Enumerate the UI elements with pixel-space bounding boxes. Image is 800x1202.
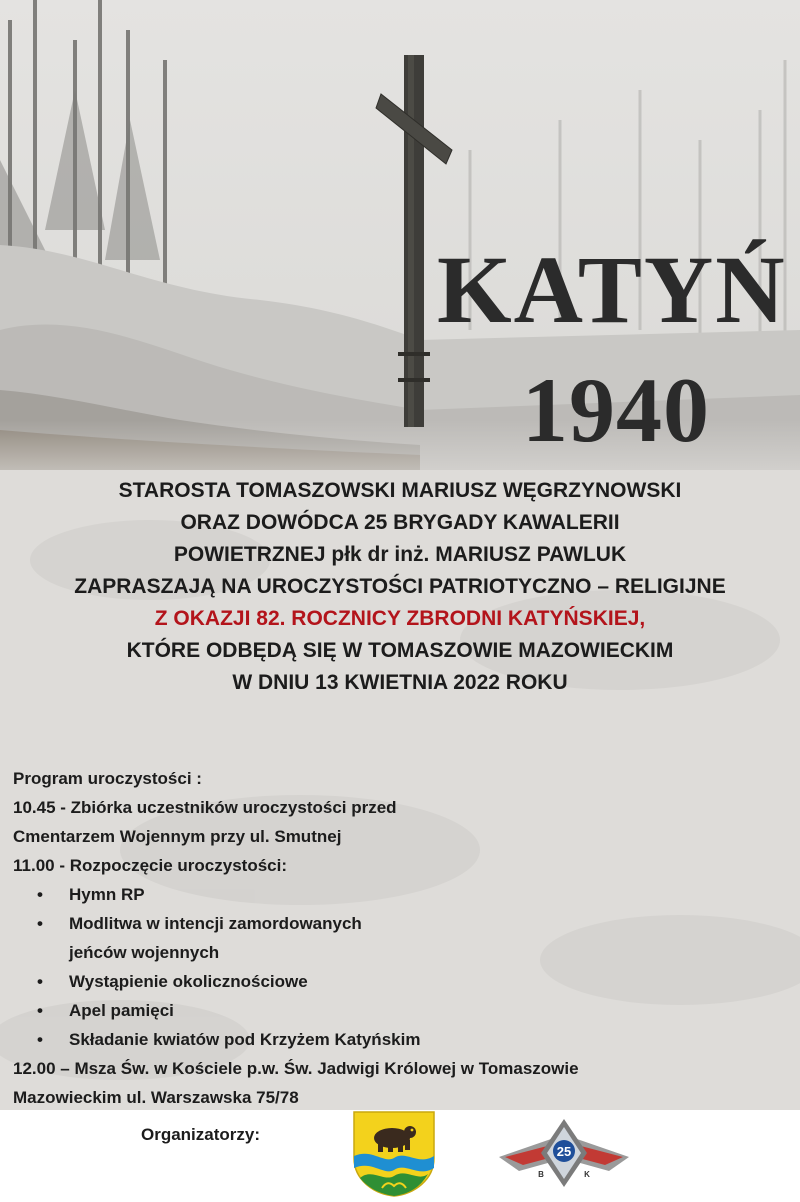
list-item: • Hymn RP [69, 880, 793, 909]
invitation-text [0, 475, 800, 699]
program-item-1200-cont: Mazowieckim ul. Warszawska 75/78 [13, 1088, 299, 1107]
invitation-line: STAROSTA TOMASZOWSKI MARIUSZ WĘGRZYNOWSKI [118, 479, 682, 502]
list-item: • Modlitwa w intencji zamordowanych jeńców wojennych [69, 909, 793, 967]
anniversary-highlight: Z OKAZJI 82. ROCZNICY ZBRODNI KATYŃSKIEJ, [154, 607, 646, 630]
invitation-line: W DNIU 13 KWIETNIA 2022 ROKU [232, 671, 568, 694]
coat-of-arms-icon [352, 1110, 436, 1198]
program-section [13, 764, 793, 1112]
list-item: • Apel pamięci [69, 996, 793, 1025]
badge-number: 25 [556, 1144, 572, 1159]
title-katyn: KATYŃ [437, 236, 787, 343]
program-item-1045: 10.45 - Zbiórka uczestników uroczystości przed [13, 798, 397, 817]
invitation-line: ZAPRASZAJĄ NA UROCZYSTOŚCI PATRIOTYCZNO – RELIGIJNE [74, 575, 726, 598]
invitation-line: KTÓRE ODBĘDĄ SIĘ W TOMASZOWIE MAZOWIECKIM [126, 639, 674, 662]
list-item: • Wystąpienie okolicznościowe [69, 967, 793, 996]
brigade-badge-icon [499, 1113, 629, 1193]
program-heading: Program uroczystości : [13, 769, 202, 788]
invitation-line: ORAZ DOWÓDCA 25 BRYGADY KAWALERII [180, 511, 620, 534]
program-item-1100: 11.00 - Rozpoczęcie uroczystości: [13, 856, 287, 875]
program-item-1045-cont: Cmentarzem Wojennym przy ul. Smutnej [13, 827, 342, 846]
title-year: 1940 [522, 359, 710, 461]
badge-letter-k: K [584, 1170, 590, 1179]
invitation-line: POWIETRZNEJ płk dr inż. MARIUSZ PAWLUK [173, 543, 627, 566]
program-item-1200: 12.00 – Msza Św. w Kościele p.w. Św. Jadwigi Królowej w Tomaszowie [13, 1059, 579, 1078]
program-bullet-list [13, 880, 793, 1054]
organizers-label: Organizatorzy: [141, 1125, 261, 1144]
list-item: • Składanie kwiatów pod Krzyżem Katyńskim [69, 1025, 793, 1054]
badge-letter-b: B [538, 1170, 544, 1179]
